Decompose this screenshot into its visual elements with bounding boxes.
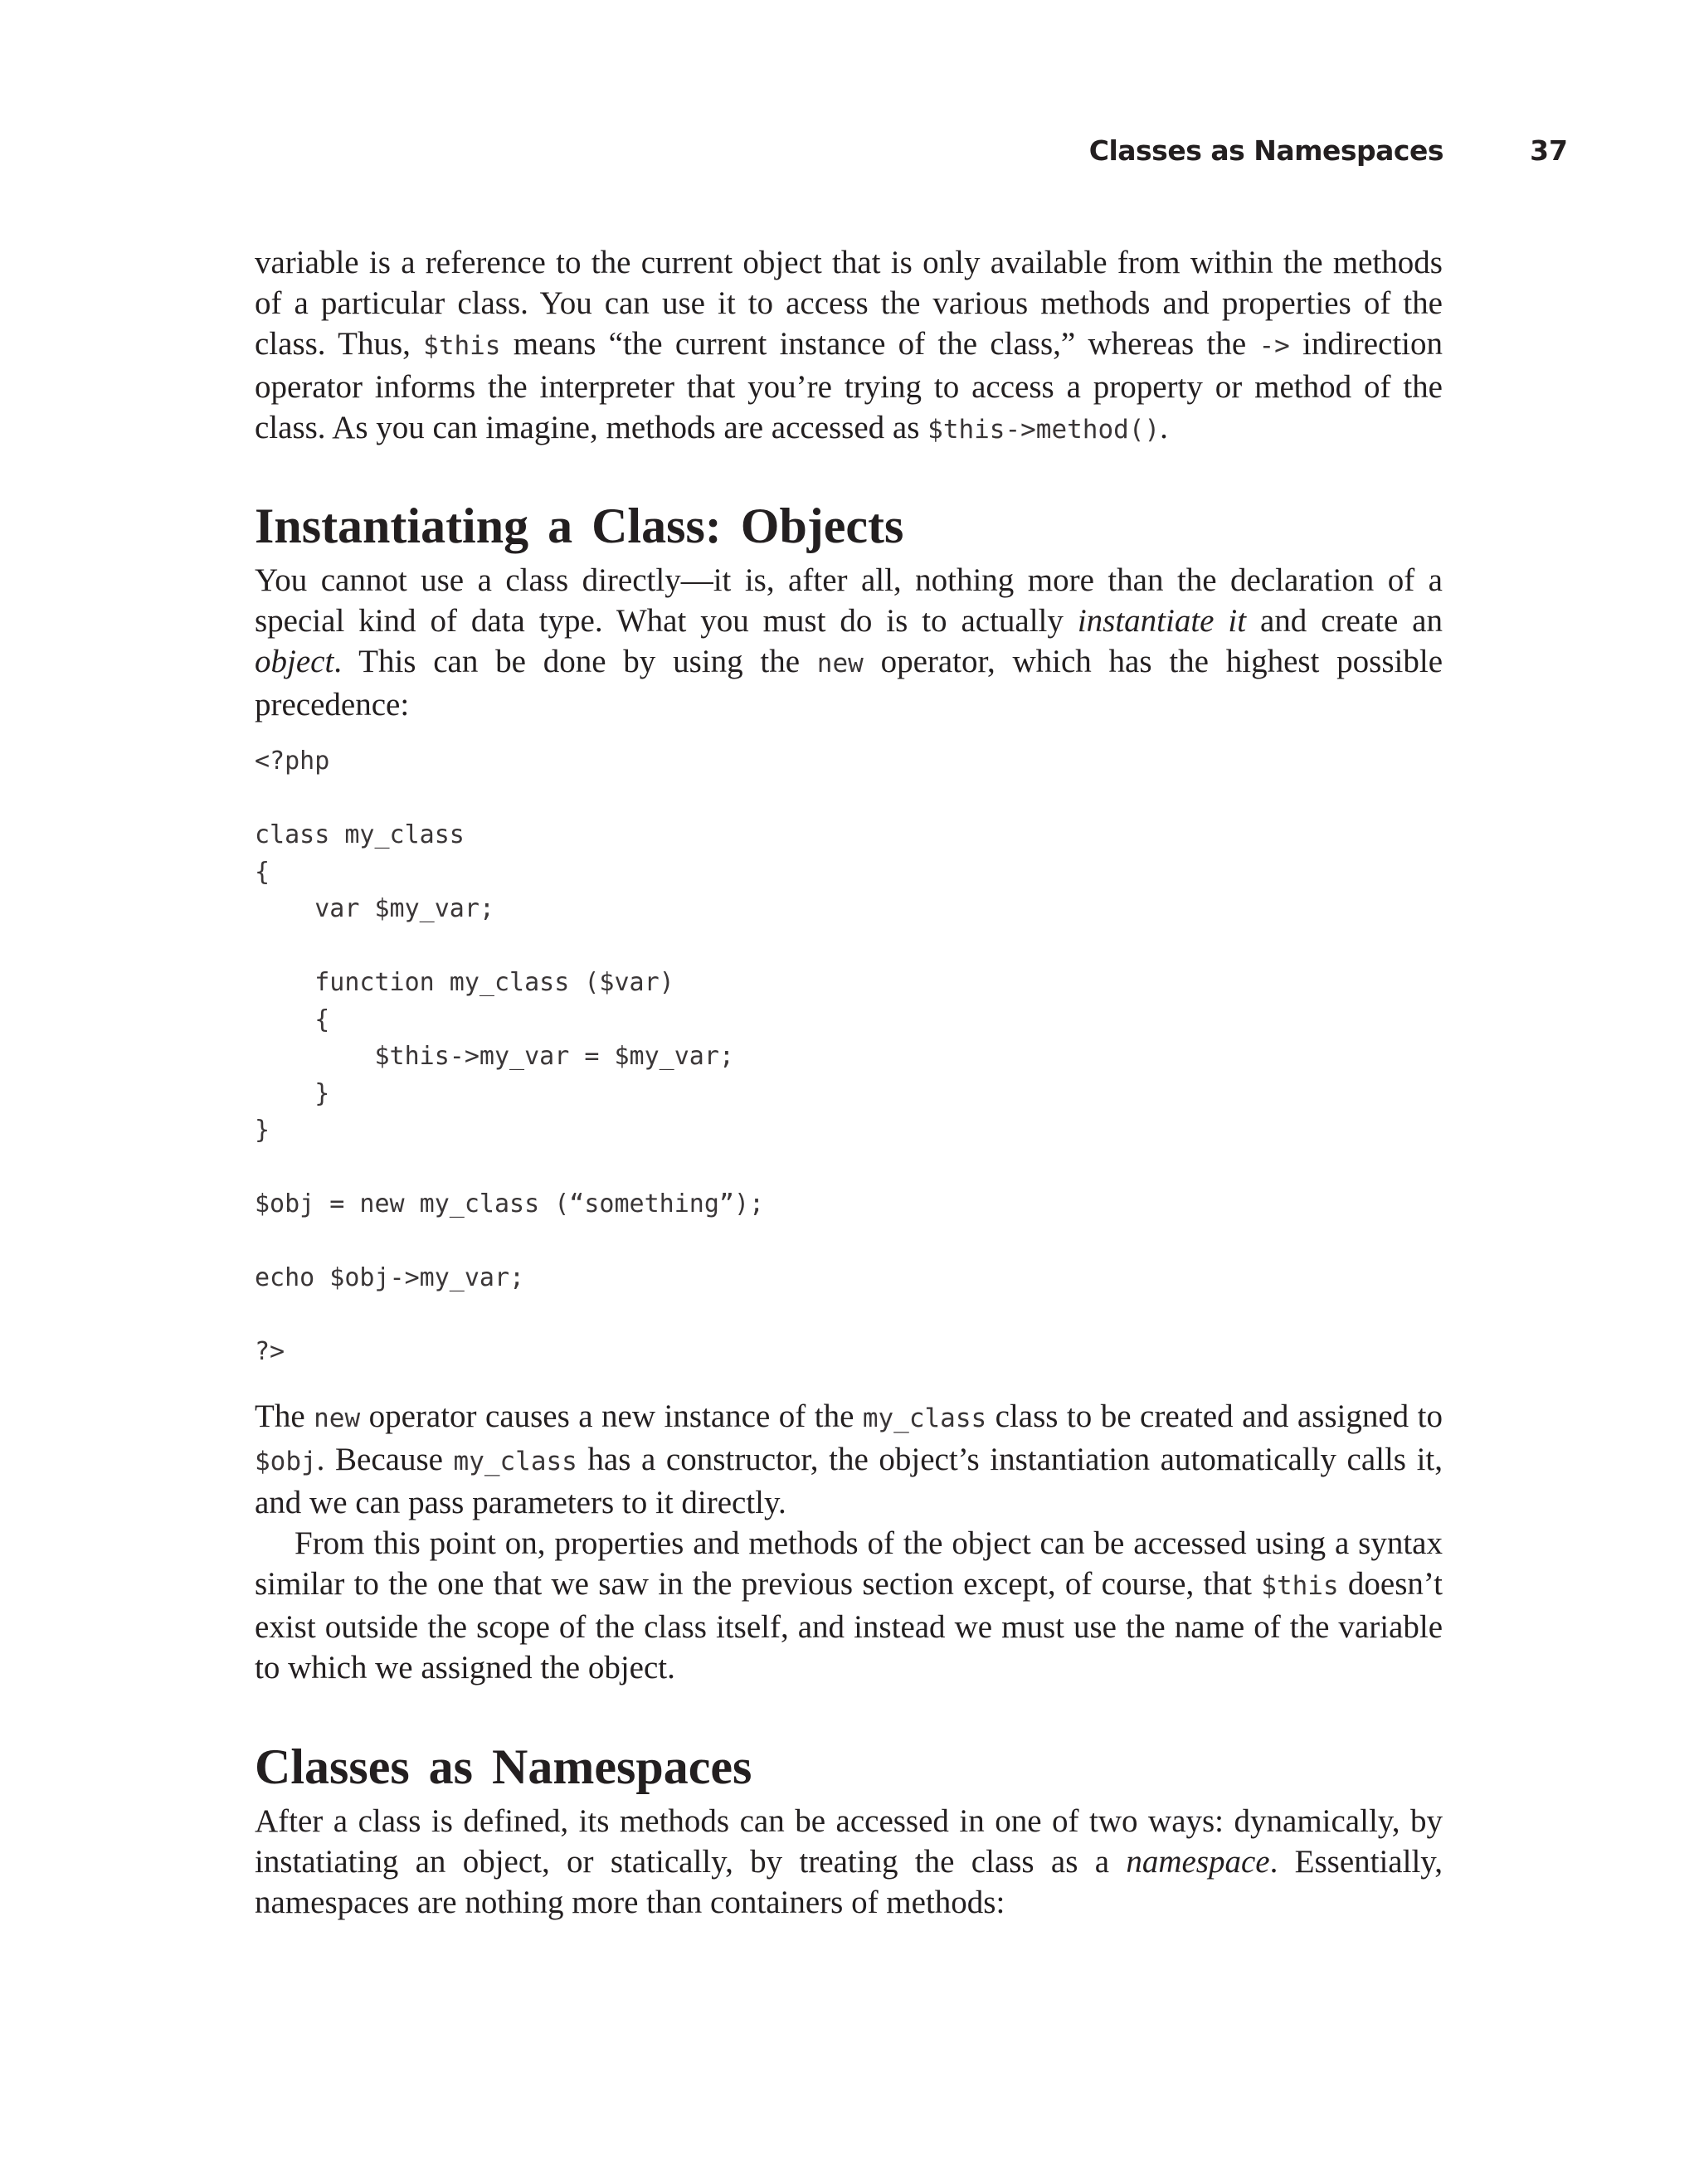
new-op-text-1: The [255,1398,314,1434]
section-heading-namespaces: Classes as Namespaces [255,1739,752,1794]
inline-code-arrow: -> [1258,331,1290,361]
new-op-text-4: . Because [316,1441,454,1477]
intro-text-2: means “the current instance of the class,” whereas the [500,326,1259,362]
inline-code-this: $this [423,331,501,361]
inline-code-obj: $obj [255,1446,317,1476]
page-number: 37 [1530,134,1568,167]
inline-code-new: new [816,649,864,679]
new-operator-paragraph [255,1396,1443,1523]
access-text-1: From this point on, properties and methods of the object can be accessed using a syntax similar to the one that we saw in the previous section except, of course, that [255,1525,1443,1602]
objects-text-1: You cannot use a class directly—it is, after all, nothing more than the declaration of a special kind of data type. What you must do is to actually [255,562,1443,639]
inline-code-my-class: my_class [862,1403,987,1433]
namespaces-paragraph [255,1801,1443,1923]
running-head [0,134,1568,174]
section-heading-objects: Instantiating a Class: Objects [255,499,904,553]
objects-emphasis-1: instantiate it [1077,603,1247,639]
namespaces-emphasis: namespace [1126,1843,1270,1880]
intro-text-4: . [1160,410,1168,445]
objects-text-4: operator, which has the highest possible precedence: [255,644,1443,722]
inline-code-new-2: new [314,1403,361,1433]
running-head-title: Classes as Namespaces [1088,134,1443,167]
namespaces-text-2: . Essentially, namespaces are nothing more than containers of methods: [255,1843,1443,1920]
access-text-2: doesn’t exist outside the scope of the class itself, and instead we must use the name of the variable to which we assigned the object. [255,1565,1443,1685]
inline-code-method: $this->method() [927,415,1161,445]
access-paragraph [255,1523,1443,1688]
namespaces-text-1: After a class is defined, its methods can be accessed in one of two ways: dynamically, by instatiating an object, or statically, by treating the class as a [255,1802,1443,1880]
objects-text-2: and create an [1246,603,1443,639]
new-op-text-2: operator causes a new instance of the [360,1398,863,1434]
objects-emphasis-2: object [255,644,334,679]
code-listing: <?php class my_class { var $my_var; function my_class ($var) { $this->my_var = $my_var; } } $obj = new my_class (“something”); echo $obj->my_var; ?> [255,747,765,1366]
inline-code-my-class-2: my_class [453,1446,577,1476]
objects-text-3: . This can be done by using the [333,644,817,679]
page-body [255,242,1443,1923]
intro-text-1: variable is a reference to the current object that is only available from within the methods of a particular class. You can use it to access the various methods and properties of the class. Thus, [255,245,1443,362]
new-op-text-5: has a constructor, the object’s instantiation automatically calls it, and we can pass parameters to it directly. [255,1441,1443,1520]
intro-paragraph [255,242,1443,450]
new-op-text-3: class to be created and assigned to [986,1398,1443,1434]
inline-code-this-2: $this [1261,1570,1339,1601]
objects-paragraph [255,560,1443,725]
intro-text-3: indirection operator informs the interpreter that you’re trying to access a property or method of the class. As you can imagine, methods are accessed as [255,326,1443,445]
